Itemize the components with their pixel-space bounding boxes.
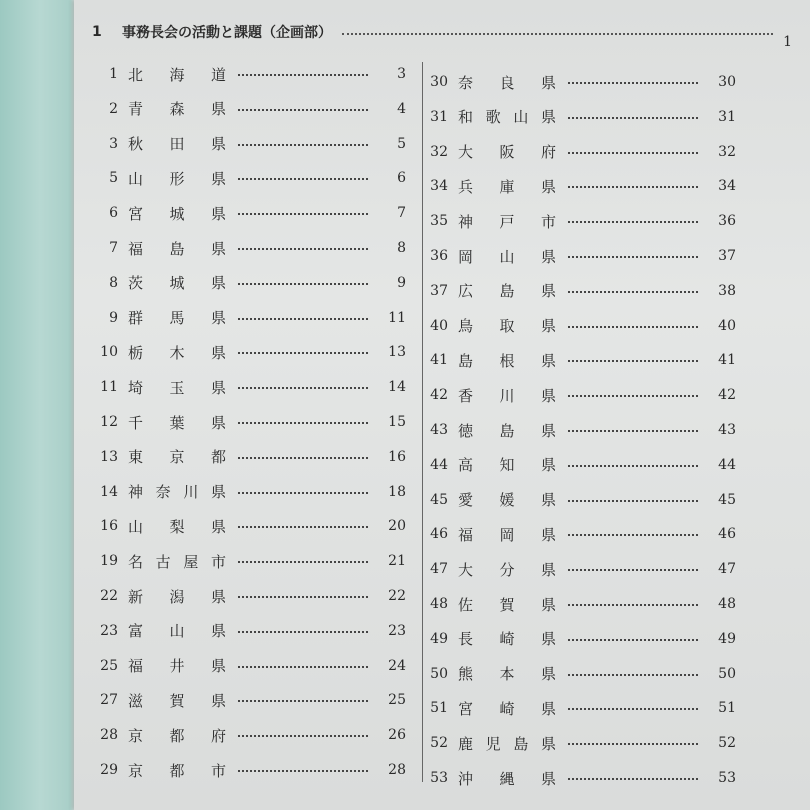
entry-name: 福岡県	[458, 525, 556, 544]
entry-number: 46	[430, 526, 448, 543]
entry-name: 青森県	[128, 100, 226, 119]
entry-number: 52	[430, 735, 448, 752]
leader-dots	[568, 430, 698, 432]
entry-name: 沖縄県	[458, 769, 556, 788]
toc-entry	[414, 453, 736, 477]
entry-number: 30	[430, 74, 448, 90]
toc-entry	[414, 731, 736, 755]
entry-page: 5	[397, 135, 406, 152]
toc-entry	[414, 592, 736, 616]
leader-dots	[238, 144, 368, 146]
leader-dots	[238, 387, 368, 389]
entry-name: 香川県	[458, 386, 556, 405]
leader-dots	[568, 708, 698, 710]
entry-number: 11	[100, 379, 118, 396]
leader-dots	[568, 743, 698, 745]
entry-page: 44	[718, 456, 736, 473]
entry-number: 19	[100, 553, 118, 570]
entry-name: 和歌山県	[458, 108, 556, 127]
leader-dots	[238, 248, 368, 250]
section-heading	[92, 20, 792, 50]
toc-entry	[414, 348, 736, 372]
entry-name: 滋賀県	[128, 691, 226, 710]
toc-entry	[414, 244, 736, 268]
leader-dots	[238, 457, 368, 459]
entry-number: 53	[430, 770, 448, 786]
entry-name: 島根県	[458, 351, 556, 370]
toc-entry	[84, 688, 406, 712]
toc-entry	[414, 105, 736, 129]
entry-page: 41	[718, 352, 736, 369]
leader-dots	[568, 360, 698, 362]
entry-name: 兵庫県	[458, 177, 556, 196]
entry-page: 32	[718, 143, 736, 160]
leader-dots	[238, 283, 368, 285]
leader-dots	[238, 109, 368, 111]
leader-dots	[238, 631, 368, 633]
entry-number: 28	[100, 727, 118, 744]
leader-dots	[238, 74, 368, 76]
entry-page: 23	[388, 622, 406, 639]
toc-entry	[84, 758, 406, 782]
toc-entry	[84, 271, 406, 295]
toc-entry	[84, 97, 406, 121]
entry-page: 4	[397, 100, 406, 117]
toc-entry	[84, 410, 406, 434]
section-page: 1	[783, 34, 792, 50]
leader-dots	[238, 666, 368, 668]
toc-entry	[84, 340, 406, 364]
entry-number: 40	[430, 317, 448, 334]
entry-name: 秋田県	[128, 135, 226, 154]
entry-number: 32	[430, 143, 448, 160]
entry-number: 51	[430, 700, 448, 717]
leader-dots	[568, 674, 698, 676]
toc-entry	[414, 627, 736, 651]
leader-dots	[238, 213, 368, 215]
leader-dots	[568, 569, 698, 571]
leader-dots	[568, 82, 698, 84]
entry-page: 52	[718, 735, 736, 752]
entry-page: 36	[718, 213, 736, 230]
leader-dots	[238, 700, 368, 702]
section-number: 1	[92, 24, 102, 40]
toc-entry	[84, 375, 406, 399]
leader-dots	[342, 33, 773, 35]
leader-dots	[568, 465, 698, 467]
entry-name: 茨城県	[128, 274, 226, 293]
entry-number: 27	[100, 692, 118, 709]
entry-page: 38	[718, 282, 736, 299]
entry-number: 2	[109, 100, 118, 117]
entry-name: 鹿児島県	[458, 734, 556, 753]
entry-name: 山形県	[128, 169, 226, 188]
entry-number: 10	[100, 344, 118, 361]
entry-number: 35	[430, 213, 448, 230]
entry-number: 29	[100, 762, 118, 778]
entry-name: 徳島県	[458, 421, 556, 440]
entry-name: 神奈川県	[128, 483, 226, 502]
entry-number: 9	[109, 309, 118, 326]
toc-entry	[84, 514, 406, 538]
toc-entry	[84, 619, 406, 643]
entry-name: 山梨県	[128, 517, 226, 536]
entry-name: 群馬県	[128, 309, 226, 328]
toc-entry	[84, 445, 406, 469]
leader-dots	[238, 596, 368, 598]
leader-dots	[568, 256, 698, 258]
entry-name: 福井県	[128, 657, 226, 676]
entry-page: 48	[718, 596, 736, 612]
entry-page: 49	[718, 630, 736, 647]
entry-page: 20	[388, 518, 406, 535]
entry-page: 53	[718, 770, 736, 786]
entry-name: 鳥取県	[458, 317, 556, 336]
entry-name: 富山県	[128, 622, 226, 641]
entry-page: 30	[718, 74, 736, 90]
entry-name: 名古屋市	[128, 552, 226, 571]
leader-dots	[568, 534, 698, 536]
leader-dots	[238, 770, 368, 772]
entry-name: 大阪府	[458, 143, 556, 162]
entry-number: 7	[109, 240, 118, 256]
entry-page: 3	[397, 66, 406, 82]
entry-number: 50	[430, 665, 448, 682]
entry-page: 26	[388, 727, 406, 744]
entry-name: 京都府	[128, 726, 226, 745]
entry-page: 25	[388, 692, 406, 709]
toc-entry	[84, 723, 406, 747]
toc-entry	[414, 418, 736, 442]
toc-entry	[414, 70, 736, 94]
entry-number: 34	[430, 178, 448, 195]
leader-dots	[238, 318, 368, 320]
leader-dots	[568, 326, 698, 328]
toc-entry	[414, 696, 736, 720]
toc-entry	[414, 279, 736, 303]
entry-page: 21	[388, 553, 406, 570]
entry-name: 岡山県	[458, 247, 556, 266]
entry-page: 13	[388, 344, 406, 361]
entry-page: 46	[718, 526, 736, 543]
entry-page: 28	[388, 762, 406, 778]
entry-page: 11	[388, 309, 406, 326]
toc-entry	[84, 584, 406, 608]
entry-number: 23	[100, 622, 118, 639]
entry-page: 18	[388, 483, 406, 500]
entry-number: 3	[109, 135, 118, 152]
entry-name: 東京都	[128, 448, 226, 467]
leader-dots	[568, 291, 698, 293]
entry-page: 37	[718, 248, 736, 264]
entry-name: 福島県	[128, 239, 226, 258]
toc-entry	[414, 209, 736, 233]
leader-dots	[238, 492, 368, 494]
leader-dots	[568, 604, 698, 606]
entry-number: 14	[100, 483, 118, 500]
entry-page: 15	[388, 414, 406, 430]
entry-number: 41	[430, 352, 448, 369]
toc-entry	[84, 62, 406, 86]
toc-entry	[84, 132, 406, 156]
entry-page: 40	[718, 317, 736, 334]
toc-entry	[84, 654, 406, 678]
entry-page: 22	[388, 588, 406, 604]
entry-number: 45	[430, 491, 448, 508]
entry-number: 42	[430, 387, 448, 404]
toc-entry	[414, 174, 736, 198]
entry-page: 8	[397, 240, 406, 256]
toc-entry	[414, 383, 736, 407]
toc-entry	[84, 201, 406, 225]
toc-entry	[414, 522, 736, 546]
entry-page: 16	[388, 448, 406, 465]
entry-name: 長崎県	[458, 630, 556, 649]
entry-number: 48	[430, 596, 448, 612]
entry-page: 43	[718, 422, 736, 438]
entry-name: 北海道	[128, 65, 226, 84]
toc-entry	[414, 662, 736, 686]
leader-dots	[568, 395, 698, 397]
toc-entry	[84, 480, 406, 504]
entry-name: 新潟県	[128, 587, 226, 606]
entry-page: 14	[388, 379, 406, 396]
entry-number: 8	[109, 274, 118, 291]
entry-page: 7	[397, 205, 406, 222]
toc-entry	[84, 166, 406, 190]
leader-dots	[238, 422, 368, 424]
toc-entry	[84, 306, 406, 330]
leader-dots	[238, 178, 368, 180]
toc-entry	[414, 488, 736, 512]
leader-dots	[568, 117, 698, 119]
entry-number: 47	[430, 561, 448, 578]
entry-page: 42	[718, 387, 736, 404]
leader-dots	[568, 639, 698, 641]
entry-name: 愛媛県	[458, 491, 556, 510]
entry-number: 13	[100, 448, 118, 465]
entry-name: 神戸市	[458, 212, 556, 231]
entry-number: 22	[100, 588, 118, 604]
leader-dots	[568, 152, 698, 154]
entry-name: 栃木県	[128, 343, 226, 362]
entry-name: 佐賀県	[458, 595, 556, 614]
entry-number: 43	[430, 422, 448, 438]
entry-number: 44	[430, 456, 448, 473]
entry-name: 埼玉県	[128, 378, 226, 397]
toc-entry	[414, 557, 736, 581]
entry-number: 5	[109, 170, 118, 187]
entry-number: 12	[100, 414, 118, 430]
entry-name: 千葉県	[128, 413, 226, 432]
entry-number: 16	[100, 518, 118, 535]
entry-page: 6	[397, 170, 406, 187]
entry-page: 9	[397, 274, 406, 291]
entry-page: 31	[718, 108, 736, 125]
leader-dots	[238, 352, 368, 354]
entry-name: 高知県	[458, 456, 556, 475]
entry-page: 51	[718, 700, 736, 717]
toc-entry	[414, 314, 736, 338]
entry-page: 34	[718, 178, 736, 195]
leader-dots	[568, 221, 698, 223]
toc-entry	[84, 549, 406, 573]
entry-page: 24	[388, 657, 406, 674]
leader-dots	[238, 561, 368, 563]
entry-number: 37	[430, 282, 448, 299]
toc-entry	[414, 140, 736, 164]
entry-name: 広島県	[458, 282, 556, 301]
entry-number: 6	[109, 205, 118, 222]
leader-dots	[568, 778, 698, 780]
toc-entry	[414, 766, 736, 790]
entry-number: 49	[430, 630, 448, 647]
section-title: 事務長会の活動と課題（企画部）	[122, 25, 332, 41]
leader-dots	[568, 186, 698, 188]
toc-entry	[84, 236, 406, 260]
entry-number: 25	[100, 657, 118, 674]
entry-page: 50	[718, 665, 736, 682]
entry-number: 36	[430, 248, 448, 264]
leader-dots	[238, 526, 368, 528]
entry-name: 京都市	[128, 761, 226, 780]
entry-name: 奈良県	[458, 73, 556, 92]
entry-name: 大分県	[458, 560, 556, 579]
entry-page: 45	[718, 491, 736, 508]
entry-number: 1	[109, 66, 118, 82]
entry-page: 47	[718, 561, 736, 578]
entry-name: 熊本県	[458, 665, 556, 684]
leader-dots	[568, 500, 698, 502]
leader-dots	[238, 735, 368, 737]
entry-name: 宮崎県	[458, 699, 556, 718]
entry-number: 31	[430, 108, 448, 125]
entry-name: 宮城県	[128, 204, 226, 223]
